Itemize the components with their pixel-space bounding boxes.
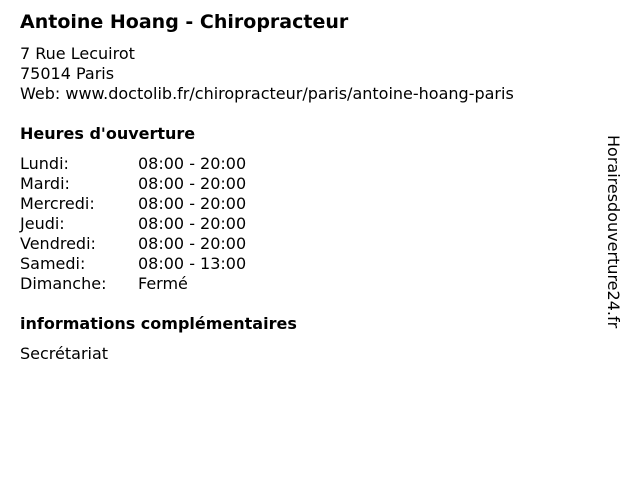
day-label: Mercredi: [20,194,95,213]
address-block [20,44,514,104]
hours-row-friday [20,234,320,254]
website-line: Web: www.doctolib.fr/chiropracteur/paris/antoine-hoang-paris [20,84,514,103]
time-value: 08:00 - 20:00 [138,234,247,253]
hours-row-sunday [20,274,320,294]
time-value: 08:00 - 20:00 [138,154,247,173]
hours-row-tuesday [20,174,320,194]
time-value: Fermé [138,274,188,293]
hours-row-monday [20,154,320,174]
additional-info-heading: informations complémentaires [20,314,297,333]
opening-hours-heading: Heures d'ouverture [20,124,196,143]
additional-info-text: Secrétariat [20,344,109,363]
business-title: Antoine Hoang - Chiropracteur [20,11,349,33]
day-label: Vendredi: [20,234,96,253]
hours-row-wednesday [20,194,320,214]
day-label: Jeudi: [20,214,65,233]
day-label: Dimanche: [20,274,107,293]
opening-hours-table [20,154,320,294]
day-label: Samedi: [20,254,86,273]
time-value: 08:00 - 20:00 [138,194,247,213]
address-street: 7 Rue Lecuirot [20,44,135,63]
address-city: 75014 Paris [20,64,115,83]
time-value: 08:00 - 20:00 [138,214,247,233]
time-value: 08:00 - 13:00 [138,254,247,273]
time-value: 08:00 - 20:00 [138,174,247,193]
day-label: Lundi: [20,154,69,173]
day-label: Mardi: [20,174,70,193]
hours-row-saturday [20,254,320,274]
site-watermark: Horairesdouverture24.fr [604,135,623,329]
hours-row-thursday [20,214,320,234]
